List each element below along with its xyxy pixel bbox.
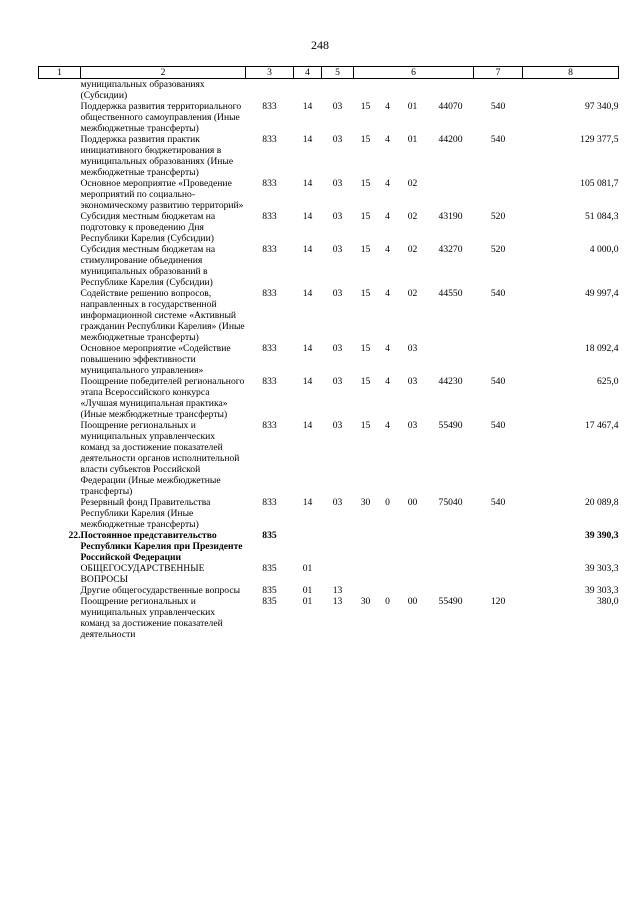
row-number bbox=[39, 211, 81, 244]
row-name: муниципальных образованиях (Субсидии) bbox=[80, 79, 205, 101]
row-amount: 39 303,3 bbox=[584, 563, 619, 574]
code-subprogram: 4 bbox=[385, 101, 390, 112]
code-section: 14 bbox=[302, 211, 313, 222]
code-activity: 02 bbox=[407, 244, 418, 255]
code-direction: 55490 bbox=[438, 420, 463, 431]
code-subprogram bbox=[378, 563, 398, 585]
code-direction: 44070 bbox=[438, 101, 463, 112]
code-subsection: 03 bbox=[332, 420, 343, 431]
code-ministry: 833 bbox=[262, 178, 277, 189]
code-expense-type bbox=[474, 585, 523, 596]
column-header-row bbox=[39, 67, 619, 79]
code-section bbox=[294, 530, 322, 563]
code-subprogram: 4 bbox=[385, 211, 390, 222]
row-amount: 39 390,3 bbox=[584, 530, 619, 541]
code-section: 01 bbox=[302, 585, 313, 596]
code-activity: 01 bbox=[407, 101, 418, 112]
code-subsection: 03 bbox=[332, 376, 343, 387]
row-name: Поддержка развития территориального общественного самоуправления (Иные межбюджетные трансферты) bbox=[80, 101, 242, 134]
table-row bbox=[39, 211, 619, 244]
code-section: 14 bbox=[302, 420, 313, 431]
row-name: Содействие решению вопросов, направленных в государственной информационной системе «Активный гражданин Республики Карелия» (Иные межбюджетные трансферты) bbox=[80, 288, 245, 343]
row-name: Субсидия местным бюджетам на подготовку к проведению Дня Республики Карелия (Субсидии) bbox=[80, 211, 216, 244]
column-header: 4 bbox=[294, 67, 322, 79]
code-program: 15 bbox=[360, 288, 371, 299]
code-subsection: 13 bbox=[332, 585, 343, 596]
row-name: Субсидия местным бюджетам на стимулирование объединения муниципальных образований в Республике Карелия (Субсидии) bbox=[80, 244, 216, 288]
table-row bbox=[39, 134, 619, 178]
code-direction: 75040 bbox=[438, 497, 463, 508]
code-section: 14 bbox=[302, 288, 313, 299]
code-direction bbox=[428, 343, 474, 376]
code-direction bbox=[428, 585, 474, 596]
code-subprogram: 0 bbox=[385, 596, 390, 607]
code-direction: 43270 bbox=[438, 244, 463, 255]
table-row bbox=[39, 497, 619, 530]
code-expense-type: 540 bbox=[490, 288, 506, 299]
column-header: 6 bbox=[354, 67, 474, 79]
code-expense-type bbox=[474, 530, 523, 563]
code-section: 01 bbox=[302, 563, 313, 574]
row-number bbox=[39, 343, 81, 376]
code-program: 15 bbox=[360, 376, 371, 387]
budget-table bbox=[38, 66, 619, 640]
row-number bbox=[39, 134, 81, 178]
row-number: 22. bbox=[68, 530, 81, 541]
row-amount: 625,0 bbox=[596, 376, 619, 387]
table-row bbox=[39, 376, 619, 420]
code-ministry: 833 bbox=[262, 101, 277, 112]
row-name: Другие общегосударственные вопросы bbox=[80, 585, 241, 596]
code-section: 14 bbox=[302, 497, 313, 508]
row-amount: 49 997,4 bbox=[584, 288, 619, 299]
code-subsection bbox=[322, 530, 354, 563]
code-section: 14 bbox=[302, 134, 313, 145]
row-amount: 4 000,0 bbox=[589, 244, 619, 255]
code-subprogram bbox=[378, 585, 398, 596]
table-row bbox=[39, 288, 619, 343]
code-ministry: 835 bbox=[262, 530, 277, 541]
code-program: 15 bbox=[360, 244, 371, 255]
code-subsection: 03 bbox=[332, 497, 343, 508]
code-activity: 03 bbox=[407, 343, 418, 354]
code-subsection: 03 bbox=[332, 101, 343, 112]
code-subprogram: 4 bbox=[385, 376, 390, 387]
row-name: Поддержка развития практик инициативного бюджетирования в муниципальных образованиях (Иные межбюджетные трансферты) bbox=[80, 134, 234, 178]
code-section: 14 bbox=[302, 178, 313, 189]
code-subsection bbox=[322, 563, 354, 585]
code-activity: 02 bbox=[407, 211, 418, 222]
row-amount: 105 081,7 bbox=[580, 178, 619, 189]
code-expense-type: 540 bbox=[490, 134, 506, 145]
code-section bbox=[294, 79, 322, 102]
table-row bbox=[39, 420, 619, 497]
code-program: 15 bbox=[360, 101, 371, 112]
code-expense-type: 120 bbox=[490, 596, 506, 607]
code-ministry: 833 bbox=[262, 497, 277, 508]
code-program bbox=[354, 530, 378, 563]
code-direction: 44200 bbox=[438, 134, 463, 145]
row-name: Резервный фонд Правительства Республики Карелия (Иные межбюджетные трансферты) bbox=[80, 497, 211, 530]
code-section: 14 bbox=[302, 244, 313, 255]
code-program bbox=[354, 79, 378, 102]
code-section: 14 bbox=[302, 376, 313, 387]
code-expense-type bbox=[474, 178, 523, 211]
code-ministry bbox=[246, 79, 294, 102]
row-amount: 20 089,8 bbox=[584, 497, 619, 508]
table-row bbox=[39, 79, 619, 102]
code-subprogram: 4 bbox=[385, 134, 390, 145]
code-activity bbox=[398, 530, 428, 563]
row-amount: 129 377,5 bbox=[580, 134, 619, 145]
code-subsection: 03 bbox=[332, 343, 343, 354]
row-name: Основное мероприятие «Проведение мероприятий по социально-экономическому развитию территорий» bbox=[80, 178, 244, 211]
row-name: Основное мероприятие «Содействие повышению эффективности муниципального управления» bbox=[80, 343, 231, 376]
column-header: 5 bbox=[322, 67, 354, 79]
row-name: ОБЩЕГОСУДАРСТВЕННЫЕ ВОПРОСЫ bbox=[80, 563, 205, 585]
code-subsection: 13 bbox=[332, 596, 343, 607]
code-ministry: 833 bbox=[262, 288, 277, 299]
code-direction bbox=[428, 530, 474, 563]
row-number bbox=[39, 376, 81, 420]
code-direction: 55490 bbox=[438, 596, 463, 607]
code-ministry: 835 bbox=[262, 563, 277, 574]
column-header: 3 bbox=[246, 67, 294, 79]
code-activity: 03 bbox=[407, 376, 418, 387]
code-subsection: 03 bbox=[332, 178, 343, 189]
code-program: 30 bbox=[360, 497, 371, 508]
row-amount: 380,0 bbox=[596, 596, 619, 607]
row-number bbox=[39, 497, 81, 530]
code-ministry: 833 bbox=[262, 420, 277, 431]
code-expense-type bbox=[474, 79, 523, 102]
code-ministry: 833 bbox=[262, 134, 277, 145]
row-amount: 39 303,3 bbox=[584, 585, 619, 596]
code-subprogram bbox=[378, 530, 398, 563]
code-expense-type: 540 bbox=[490, 101, 506, 112]
row-number bbox=[39, 288, 81, 343]
code-direction: 43190 bbox=[438, 211, 463, 222]
code-direction: 44230 bbox=[438, 376, 463, 387]
row-number bbox=[39, 244, 81, 288]
table-row bbox=[39, 585, 619, 596]
page-number: 248 bbox=[311, 38, 329, 52]
table-row bbox=[39, 530, 619, 563]
code-program bbox=[354, 563, 378, 585]
row-number bbox=[39, 596, 81, 640]
code-program: 15 bbox=[360, 343, 371, 354]
code-activity: 02 bbox=[407, 288, 418, 299]
code-subprogram bbox=[378, 79, 398, 102]
column-header: 1 bbox=[39, 67, 81, 79]
code-expense-type: 540 bbox=[490, 497, 506, 508]
code-section: 14 bbox=[302, 101, 313, 112]
code-program: 30 bbox=[360, 596, 371, 607]
code-ministry: 835 bbox=[262, 596, 277, 607]
code-activity: 00 bbox=[407, 497, 418, 508]
row-amount: 18 092,4 bbox=[584, 343, 619, 354]
table-row bbox=[39, 244, 619, 288]
code-ministry: 833 bbox=[262, 376, 277, 387]
code-ministry: 833 bbox=[262, 244, 277, 255]
column-header: 2 bbox=[81, 67, 246, 79]
code-activity bbox=[398, 79, 428, 102]
code-subprogram: 4 bbox=[385, 244, 390, 255]
code-expense-type bbox=[474, 563, 523, 585]
code-ministry: 835 bbox=[262, 585, 277, 596]
code-subprogram: 4 bbox=[385, 420, 390, 431]
code-activity bbox=[398, 563, 428, 585]
code-subsection: 03 bbox=[332, 134, 343, 145]
code-subprogram: 0 bbox=[385, 497, 390, 508]
table-row bbox=[39, 178, 619, 211]
code-activity: 00 bbox=[407, 596, 418, 607]
code-direction bbox=[428, 563, 474, 585]
code-expense-type bbox=[474, 343, 523, 376]
code-section: 01 bbox=[302, 596, 313, 607]
code-direction bbox=[428, 178, 474, 211]
code-program: 15 bbox=[360, 178, 371, 189]
code-expense-type: 520 bbox=[490, 244, 506, 255]
code-section: 14 bbox=[302, 343, 313, 354]
code-ministry: 833 bbox=[262, 343, 277, 354]
code-subsection: 03 bbox=[332, 211, 343, 222]
table-row bbox=[39, 101, 619, 134]
column-header: 8 bbox=[523, 67, 619, 79]
row-amount: 17 467,4 bbox=[584, 420, 619, 431]
code-program: 15 bbox=[360, 420, 371, 431]
table-row bbox=[39, 596, 619, 640]
row-amount: 97 340,9 bbox=[584, 101, 619, 112]
row-name: Поощрение региональных и муниципальных управленческих команд за достижение показателей деятельности bbox=[80, 596, 223, 640]
code-program: 15 bbox=[360, 211, 371, 222]
code-activity: 01 bbox=[407, 134, 418, 145]
code-activity bbox=[398, 585, 428, 596]
code-program: 15 bbox=[360, 134, 371, 145]
code-activity: 02 bbox=[407, 178, 418, 189]
row-number bbox=[39, 420, 81, 497]
code-expense-type: 520 bbox=[490, 211, 506, 222]
code-direction: 44550 bbox=[438, 288, 463, 299]
table-row bbox=[39, 343, 619, 376]
code-expense-type: 540 bbox=[490, 420, 506, 431]
row-amount bbox=[523, 79, 619, 102]
column-header: 7 bbox=[474, 67, 523, 79]
code-activity: 03 bbox=[407, 420, 418, 431]
code-subsection bbox=[322, 79, 354, 102]
table-row bbox=[39, 563, 619, 585]
code-expense-type: 540 bbox=[490, 376, 506, 387]
row-name: Поощрение региональных и муниципальных управленческих команд за достижение показателей деятельности органов исполнительной власти субъектов Российской Федерации (Иные межбюджетные трансферты) bbox=[80, 420, 240, 497]
row-number bbox=[39, 585, 81, 596]
code-subprogram: 4 bbox=[385, 178, 390, 189]
code-subprogram: 4 bbox=[385, 288, 390, 299]
code-direction bbox=[428, 79, 474, 102]
row-name: Поощрение победителей регионального этапа Всероссийского конкурса «Лучшая муниципальная практика» (Иные межбюджетные трансферты) bbox=[80, 376, 245, 420]
code-subprogram: 4 bbox=[385, 343, 390, 354]
row-number bbox=[39, 101, 81, 134]
code-subsection: 03 bbox=[332, 244, 343, 255]
code-subsection: 03 bbox=[332, 288, 343, 299]
row-amount: 51 084,3 bbox=[584, 211, 619, 222]
row-name: Постоянное представительство Республики Карелия при Президенте Российской Федерации bbox=[80, 530, 243, 563]
row-number bbox=[39, 79, 81, 102]
row-number bbox=[39, 563, 81, 585]
code-ministry: 833 bbox=[262, 211, 277, 222]
row-number bbox=[39, 178, 81, 211]
code-program bbox=[354, 585, 378, 596]
